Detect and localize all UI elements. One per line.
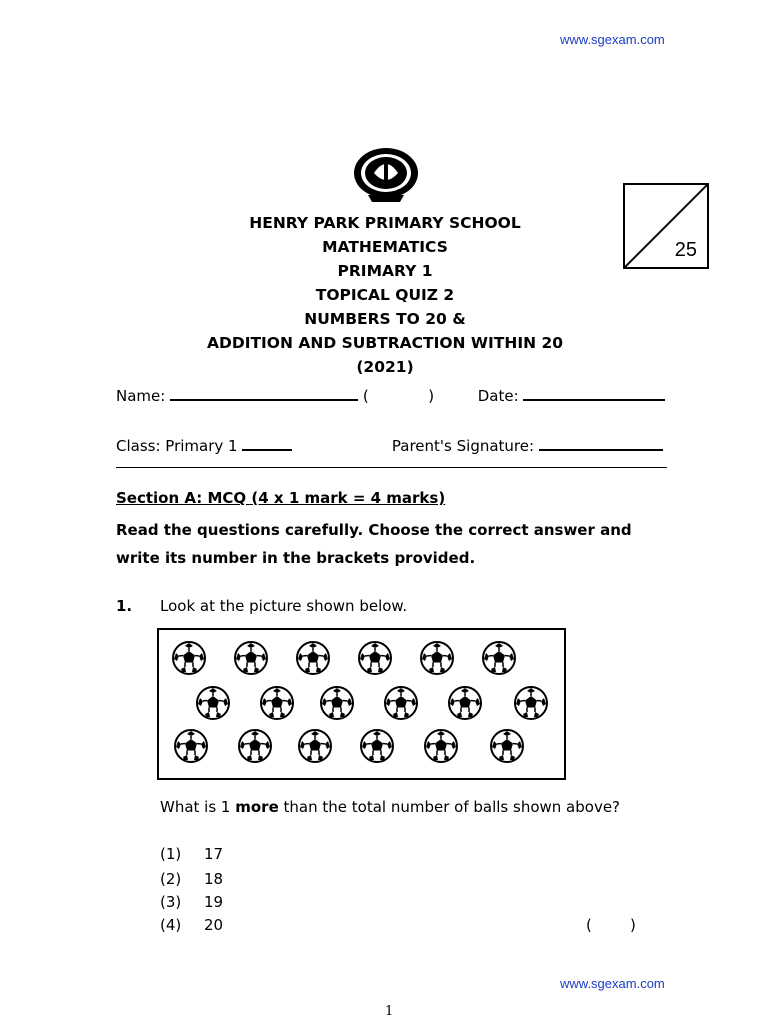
soccer-ball-icon bbox=[481, 640, 517, 676]
year-title: (2021) bbox=[356, 358, 414, 376]
soccer-ball-icon bbox=[489, 728, 525, 764]
option-1-number: (1) bbox=[160, 845, 182, 863]
soccer-ball-icon bbox=[447, 685, 483, 721]
question-1-number: 1. bbox=[116, 597, 133, 615]
school-crest-logo bbox=[350, 147, 422, 203]
soccer-ball-icon bbox=[513, 685, 549, 721]
signature-field[interactable] bbox=[539, 437, 663, 451]
soccer-ball-icon bbox=[259, 685, 295, 721]
topic-title-line2: ADDITION AND SUBTRACTION WITHIN 20 bbox=[206, 334, 564, 352]
soccer-ball-icon bbox=[295, 640, 331, 676]
soccer-ball-icon bbox=[195, 685, 231, 721]
soccer-ball-icon bbox=[319, 685, 355, 721]
option-4-number: (4) bbox=[160, 916, 182, 934]
score-box bbox=[623, 183, 709, 269]
option-1-value: 17 bbox=[204, 845, 224, 863]
soccer-ball-icon bbox=[423, 728, 459, 764]
soccer-ball-icon bbox=[419, 640, 455, 676]
paper-header bbox=[170, 211, 600, 379]
soccer-ball-icon bbox=[297, 728, 333, 764]
section-a-title-text: Section A: MCQ (4 x 1 mark = 4 marks) bbox=[116, 489, 446, 507]
option-2[interactable] bbox=[160, 870, 223, 888]
website-link-top[interactable]: www.sgexam.com bbox=[560, 32, 665, 47]
class-signature-row bbox=[116, 437, 663, 455]
option-2-value: 18 bbox=[204, 870, 224, 888]
school-name: HENRY PARK PRIMARY SCHOOL bbox=[249, 214, 521, 232]
quiz-title: TOPICAL QUIZ 2 bbox=[315, 286, 455, 304]
total-marks: 25 bbox=[674, 239, 697, 261]
question-1-prompt: Look at the picture shown below. bbox=[160, 597, 408, 615]
soccer-ball-icon bbox=[359, 728, 395, 764]
answer-brackets[interactable]: ( ) bbox=[586, 916, 636, 934]
option-1[interactable] bbox=[160, 845, 223, 863]
soccer-ball-icon bbox=[383, 685, 419, 721]
name-label: Name: bbox=[116, 387, 166, 405]
level-title: PRIMARY 1 bbox=[337, 262, 433, 280]
question-1-text bbox=[160, 798, 620, 816]
question-1-text-post: than the total number of balls shown above? bbox=[278, 798, 621, 816]
name-field[interactable] bbox=[170, 387, 358, 401]
signature-label: Parent's Signature: bbox=[391, 437, 535, 455]
topic-title-line1: NUMBERS TO 20 & bbox=[304, 310, 466, 328]
balls-picture bbox=[157, 628, 566, 780]
name-date-row bbox=[116, 387, 665, 405]
soccer-ball-icon bbox=[233, 640, 269, 676]
section-a-title bbox=[116, 489, 445, 507]
soccer-ball-icon bbox=[173, 728, 209, 764]
soccer-ball-icon bbox=[357, 640, 393, 676]
class-label: Class: Primary 1 bbox=[116, 437, 238, 455]
option-3-value: 19 bbox=[204, 893, 224, 911]
option-3[interactable] bbox=[160, 893, 223, 911]
question-1-text-pre: What is 1 bbox=[160, 798, 236, 816]
option-4[interactable] bbox=[160, 916, 223, 934]
question-1-text-bold: more bbox=[235, 798, 279, 816]
register-number-close: ) bbox=[428, 387, 435, 405]
website-link-bottom[interactable]: www.sgexam.com bbox=[560, 976, 665, 991]
date-label: Date: bbox=[477, 387, 519, 405]
register-number-open: ( bbox=[362, 387, 369, 405]
soccer-ball-icon bbox=[237, 728, 273, 764]
subject-title: MATHEMATICS bbox=[322, 238, 448, 256]
option-4-value: 20 bbox=[204, 916, 224, 934]
date-field[interactable] bbox=[523, 387, 665, 401]
section-instructions: Read the questions carefully. Choose the correct answer and write its number in the brackets provided. bbox=[116, 521, 632, 567]
page-number: 1 bbox=[385, 1004, 394, 1019]
option-2-number: (2) bbox=[160, 870, 182, 888]
header-divider bbox=[116, 467, 667, 468]
class-field[interactable] bbox=[242, 437, 292, 451]
option-3-number: (3) bbox=[160, 893, 182, 911]
soccer-ball-icon bbox=[171, 640, 207, 676]
